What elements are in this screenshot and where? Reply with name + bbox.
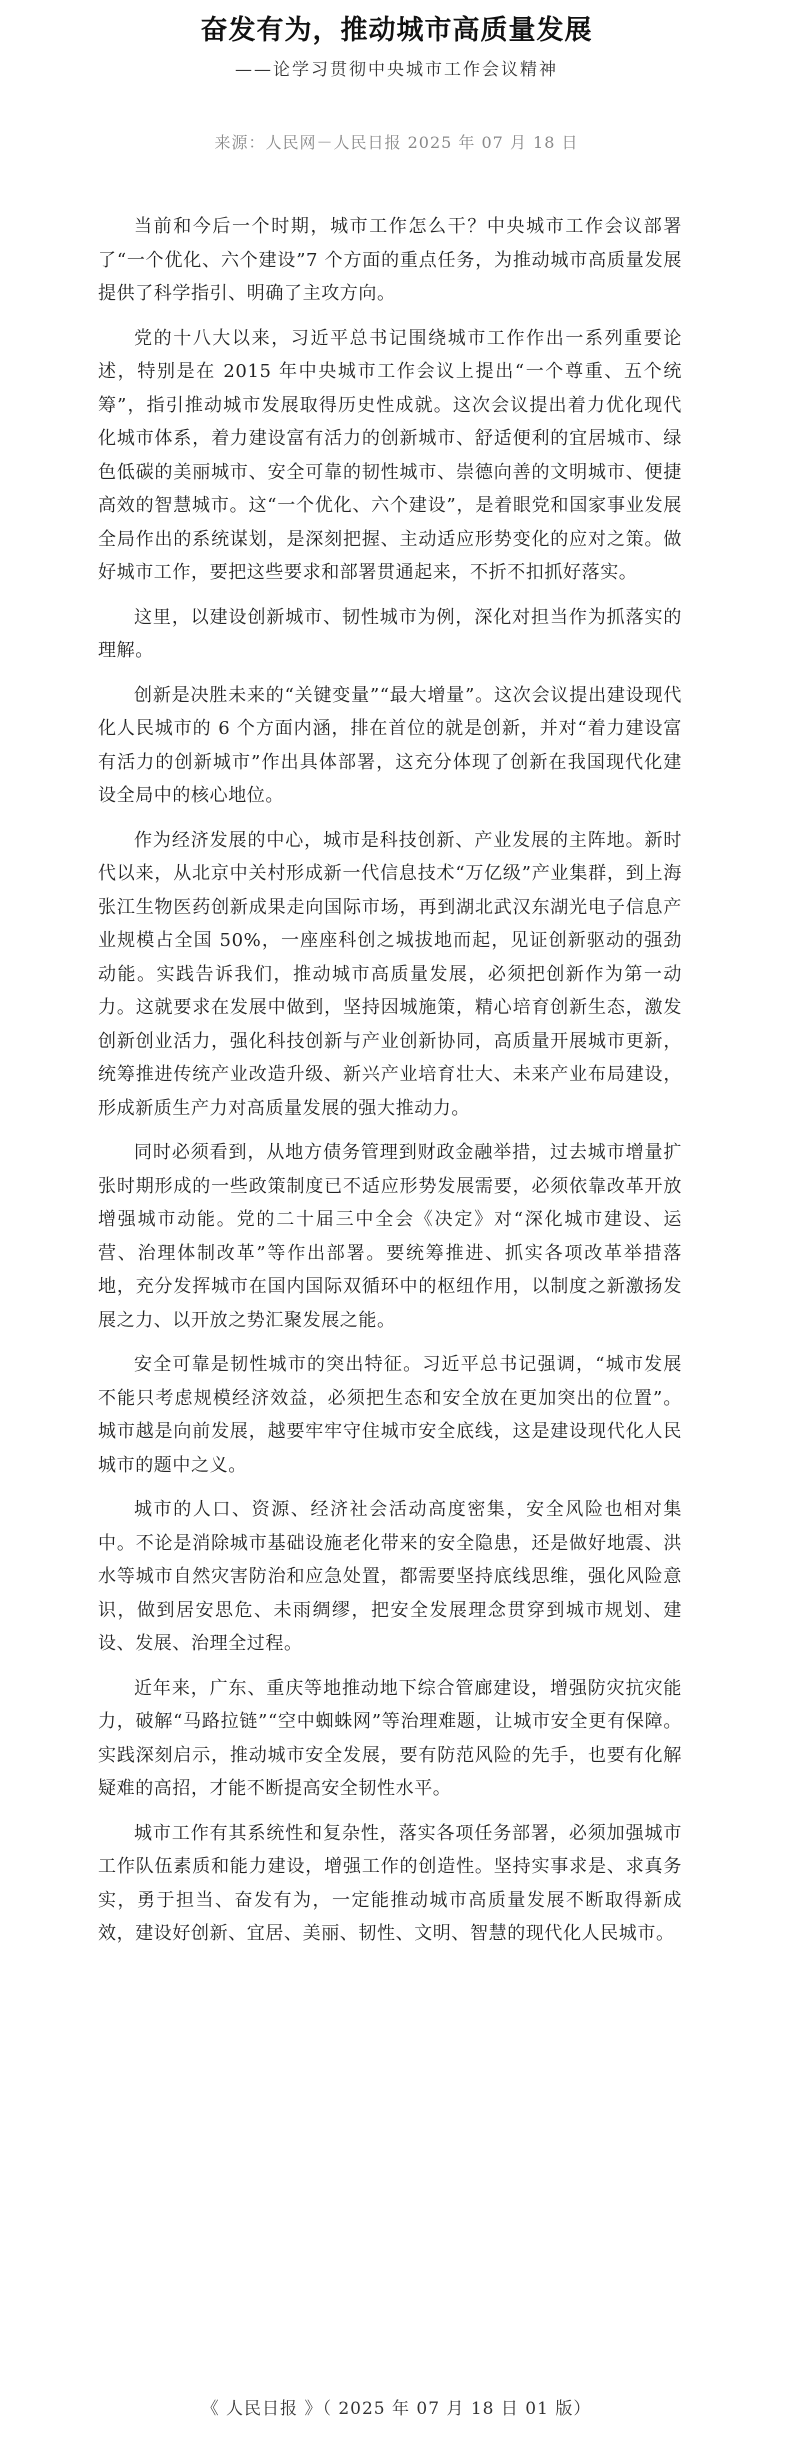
- article-paragraph: 创新是决胜未来的“关键变量”“最大增量”。这次会议提出建设现代化人民城市的 6 个方面内涵，排在首位的就是创新，并对“着力建设富有活力的创新城市”作出具体部署，这充分体现了创新在我国现代化建设全局中的核心地位。: [98, 684, 682, 806]
- article-paragraph: 近年来，广东、重庆等地推动地下综合管廊建设，增强防灾抗灾能力，破解“马路拉链”“空中蜘蛛网”等治理难题，让城市安全更有保障。实践深刻启示，推动城市安全发展，要有防范风险的先手，也要有化解疑难的高招，才能不断提高安全韧性水平。: [98, 1677, 682, 1799]
- article-paragraph: 同时必须看到，从地方债务管理到财政金融举措，过去城市增量扩张时期形成的一些政策制度已不适应形势发展需要，必须依靠改革开放增强城市动能。党的二十届三中全会《决定》对“深化城市建设、运营、治理体制改革”等作出部署。要统筹推进、抓实各项改革举措落地，充分发挥城市在国内国际双循环中的枢纽作用，以制度之新激扬发展之力、以开放之势汇聚发展之能。: [98, 1142, 682, 1331]
- article-paragraph: 城市工作有其系统性和复杂性，落实各项任务部署，必须加强城市工作队伍素质和能力建设，增强工作的创造性。坚持实事求是、求真务实，勇于担当、奋发有为，一定能推动城市高质量发展不断取得新成效，建设好创新、宜居、美丽、韧性、文明、智慧的现代化人民城市。: [98, 1822, 682, 1944]
- article-paragraph: 党的十八大以来，习近平总书记围绕城市工作作出一系列重要论述，特别是在 2015 年中央城市工作会议上提出“一个尊重、五个统筹”，指引推动城市发展取得历史性成就。这次会议提出着力优化现代化城市体系，着力建设富有活力的创新城市、舒适便利的宜居城市、绿色低碳的美丽城市、安全可靠的韧性城市、崇德向善的文明城市、便捷高效的智慧城市。这“一个优化、六个建设”，是着眼党和国家事业发展全局作出的系统谋划，是深刻把握、主动适应形势变化的应对之策。做好城市工作，要把这些要求和部署贯通起来，不折不扣抓好落实。: [98, 327, 682, 583]
- article-paragraph: 这里，以建设创新城市、韧性城市为例，深化对担当作为抓落实的理解。: [98, 606, 682, 661]
- article-paragraph: 作为经济发展的中心，城市是科技创新、产业发展的主阵地。新时代以来，从北京中关村形成新一代信息技术“万亿级”产业集群，到上海张江生物医药创新成果走向国际市场，再到湖北武汉东湖光电子信息产业规模占全国 50%，一座座科创之城拔地而起，见证创新驱动的强劲动能。实践告诉我们，推动城市高质量发展，必须把创新作为第一动力。这就要求在发展中做到，坚持因城施策，精心培育创新生态，激发创新创业活力，强化科技创新与产业创新协同，高质量开展城市更新，统筹推进传统产业改造升级、新兴产业培育壮大、未来产业布局建设，形成新质生产力对高质量发展的强大推动力。: [98, 829, 682, 1119]
- article-footer-citation: 《 人民日报 》（ 2025 年 07 月 18 日 01 版）: [201, 2399, 592, 2419]
- article-title: 奋发有为，推动城市高质量发展: [200, 15, 593, 46]
- article-source: 来源：人民网－人民日报 2025 年 07 月 18 日: [214, 133, 579, 152]
- article-paragraph: 当前和今后一个时期，城市工作怎么干？中央城市工作会议部署了“一个优化、六个建设”7 个方面的重点任务，为推动城市高质量发展提供了科学指引、明确了主攻方向。: [98, 216, 682, 304]
- article-subtitle: ——论学习贯彻中央城市工作会议精神: [235, 60, 558, 80]
- article-paragraph: 安全可靠是韧性城市的突出特征。习近平总书记强调，“城市发展不能只考虑规模经济效益，必须把生态和安全放在更加突出的位置”。城市越是向前发展，越要牢牢守住城市安全底线，这是建设现代化人民城市的题中之义。: [98, 1354, 682, 1476]
- article-body: [98, 210, 682, 1962]
- article-paragraph: 城市的人口、资源、经济社会活动高度密集，安全风险也相对集中。不论是消除城市基础设施老化带来的安全隐患，还是做好地震、洪水等城市自然灾害防治和应急处置，都需要坚持底线思维，强化风险意识，做到居安思危、未雨绸缪，把安全发展理念贯穿到城市规划、建设、发展、治理全过程。: [98, 1499, 682, 1654]
